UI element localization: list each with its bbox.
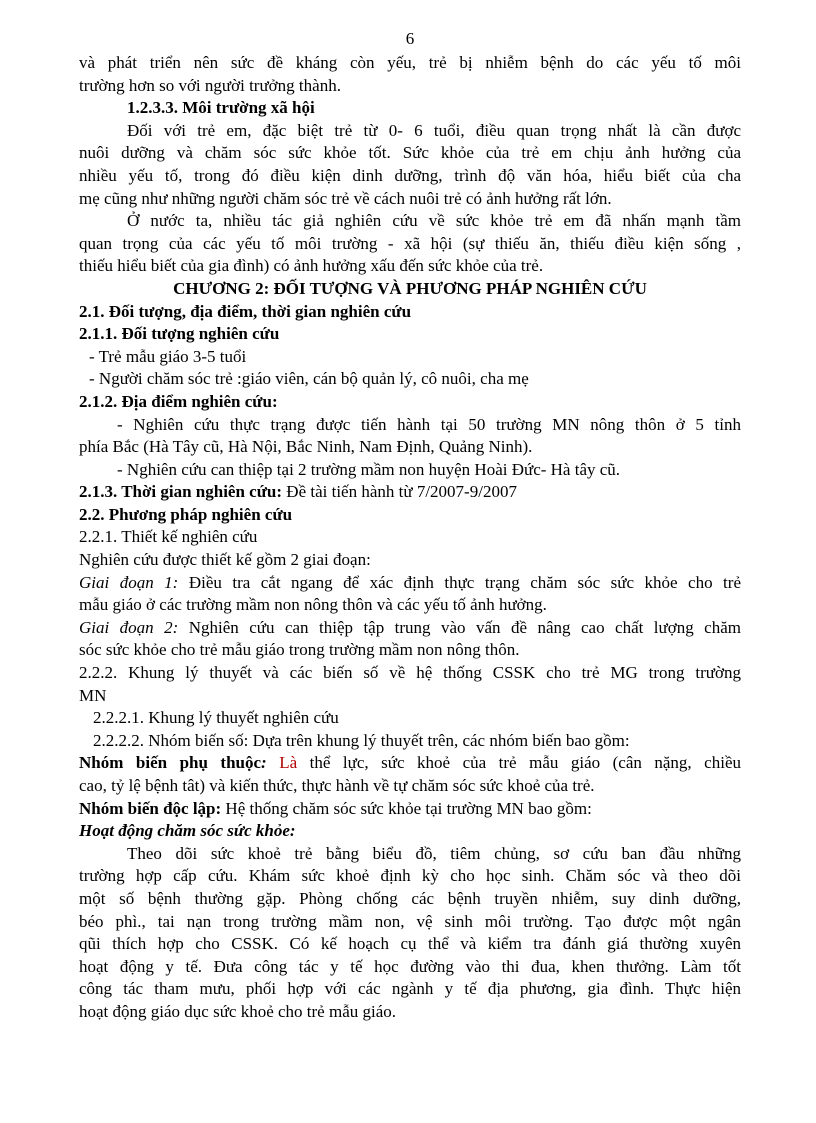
section-heading: 2.1.2. Địa điểm nghiên cứu: [79, 391, 278, 411]
text-line: béo phì., tai nạn trong trường mầm non, vệ sinh môi trường. Tạo được một ngân [79, 911, 741, 931]
text-line: Giai đoạn 2: Nghiên cứu can thiệp tập trung vào vấn đề nâng cao chất lượng chăm [79, 617, 741, 637]
chapter-title: CHƯƠNG 2: ĐỐI TƯỢNG VÀ PHƯƠNG PHÁP NGHIÊN CỨU [173, 278, 647, 298]
section-heading: 2.2. Phương pháp nghiên cứu [79, 504, 293, 524]
text-line: cao, tỷ lệ bệnh tât) và kiến thức, thực hành về tự chăm sóc sức khoẻ của trẻ. [79, 776, 595, 795]
text-line: phía Bắc (Hà Tây cũ, Hà Nội, Bắc Ninh, Nam Định, Quảng Ninh). [79, 437, 533, 457]
text-line: Nhóm biến độc lập: Hệ thống chăm sóc sức khỏe tại trường MN bao gồm: [79, 798, 592, 818]
document-page [79, 28, 741, 1024]
text-line: và phát triển nên sức đề kháng còn yếu, trẻ bị nhiễm bệnh do các yếu tố môi [79, 53, 741, 72]
text-line: Giai đoạn 1: Điều tra cắt ngang để xác định thực trạng chăm sóc sức khỏe cho trẻ [79, 572, 741, 592]
text-line: hoạt động y tế. Đưa công tác y tế học đường vào thi đua, khen thưởng. Làm tốt [79, 956, 741, 976]
text-line: MN [79, 685, 107, 705]
list-item: - Người chăm sóc trẻ :giáo viên, cán bộ quản lý, cô nuôi, cha mẹ [89, 369, 529, 389]
text-line: 2.2.2.1. Khung lý thuyết nghiên cứu [93, 708, 339, 728]
text-line: 2.2.1. Thiết kế nghiên cứu [79, 527, 258, 547]
text-line: thiếu hiểu biết của gia đình) có ảnh hưởng xấu đến sức khỏe của trẻ. [79, 256, 544, 276]
text-line: Nghiên cứu được thiết kế gồm 2 giai đoạn: [79, 550, 371, 570]
text-line: công tác tham mưu, phối hợp với các ngành y tế địa phương, gia đình. Thực hiện [79, 979, 741, 999]
text-line: Ở nước ta, nhiều tác giả nghiên cứu về sức khỏe trẻ em đã nhấn mạnh tầm [127, 211, 741, 231]
text-line: 2.1.3. Thời gian nghiên cứu: Đề tài tiến hành từ 7/2007-9/2007 [79, 482, 517, 502]
text-line: 2.2.2. Khung lý thuyết và các biến số về hệ thống CSSK cho trẻ MG trong trường [79, 663, 741, 683]
text-line: qũi thích hợp cho CSSK. Có kế hoạch cụ thể và kiểm tra đánh giá thường xuyên [79, 934, 741, 954]
text-line: một số bệnh thường gặp. Phòng chống các bệnh truyền nhiễm, suy dinh dưỡng, [79, 888, 741, 908]
text-line: - Nghiên cứu can thiệp tại 2 trường mầm non huyện Hoài Đức- Hà tây cũ. [117, 459, 621, 479]
text-line: trường hơn so với người trưởng thành. [79, 75, 341, 95]
text-line: Nhóm biến phụ thuộc: Là thể lực, sức khoẻ của trẻ mẫu giáo (cân nặng, chiều [79, 753, 741, 773]
text-line: quan trọng của các yếu tố môi trường - xã hội (sự thiếu ăn, thiếu điều kiện sống , [79, 233, 741, 253]
text-line: Đối với trẻ em, đặc biệt trẻ từ 0- 6 tuổi, điều quan trọng nhất là cần được [127, 120, 741, 140]
text-line: - Nghiên cứu thực trạng được tiến hành tại 50 trường MN nông thôn ở 5 tỉnh [117, 414, 741, 434]
text-line: hoạt động giáo dục sức khoẻ cho trẻ mẫu giáo. [79, 1001, 397, 1021]
section-heading: 2.1. Đối tượng, địa điểm, thời gian nghiên cứu [79, 301, 412, 321]
text-line: trường hợp cấp cứu. Khám sức khoẻ định kỳ cho học sinh. Chăm sóc và theo dõi [79, 866, 741, 886]
text-line: mẹ cũng như những người chăm sóc trẻ về cách nuôi trẻ có ảnh hưởng rất lớn. [79, 188, 612, 208]
text-line: nuôi dưỡng và chăm sóc sức khỏe tốt. Sức khỏe của trẻ em chịu ảnh hưởng của [79, 143, 741, 163]
text-line: nhiều yếu tố, trong đó điều kiện dinh dưỡng, trình độ văn hóa, hiểu biết của cha [79, 165, 741, 185]
section-heading: 2.1.1. Đối tượng nghiên cứu [79, 324, 280, 344]
text-line: 2.2.2.2. Nhóm biến số: Dựa trên khung lý thuyết trên, các nhóm biến bao gồm: [93, 730, 630, 750]
text-line: mẫu giáo ở các trường mầm non nông thôn và các yếu tố ảnh hưởng. [79, 595, 547, 615]
text-line: sóc sức khỏe cho trẻ mẫu giáo trong trường mầm non nông thôn. [79, 640, 520, 660]
text-line: Theo dõi sức khoẻ trẻ bằng biểu đồ, tiêm chủng, sơ cứu ban đầu những [127, 843, 741, 863]
subsection-heading: Hoạt động chăm sóc sức khỏe: [79, 821, 296, 841]
page-number: 6 [405, 29, 415, 48]
section-heading: 1.2.3.3. Môi trường xã hội [127, 98, 315, 118]
list-item: - Trẻ mẫu giáo 3-5 tuổi [89, 346, 247, 366]
